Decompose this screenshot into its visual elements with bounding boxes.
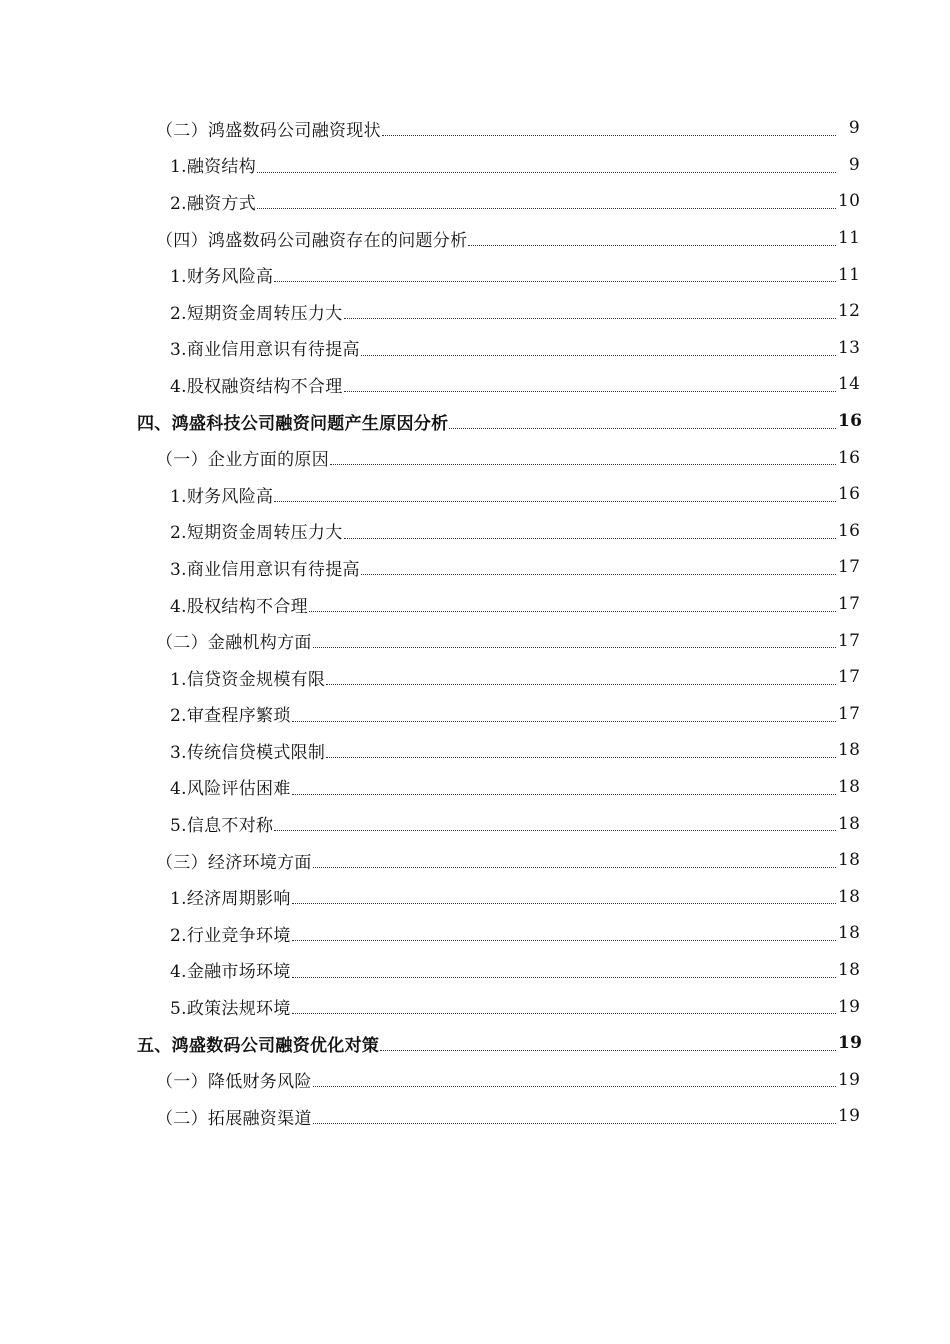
toc-entry[interactable] [0, 549, 950, 586]
toc-entry[interactable] [0, 1025, 950, 1062]
toc-entry[interactable] [0, 659, 950, 696]
toc-entry-label: 1.财务风险高 [170, 262, 274, 287]
toc-dot-leader [292, 769, 836, 806]
toc-entry-label: 五、鸿盛数码公司融资优化对策 [137, 1031, 380, 1056]
toc-entry-label: 2.审查程序繁琐 [170, 701, 292, 726]
toc-entry-label: （三）经济环境方面 [156, 848, 313, 873]
toc-entry[interactable] [0, 403, 950, 440]
toc-entry-label: （一）企业方面的原因 [156, 445, 330, 470]
toc-dot-leader [274, 476, 836, 513]
toc-entry[interactable] [0, 586, 950, 623]
toc-entry-page-number: 16 [838, 411, 863, 432]
toc-entry-page-number: 18 [838, 813, 861, 834]
table-of-contents [0, 110, 950, 1135]
toc-entry-label: 1.财务风险高 [170, 482, 274, 507]
toc-entry-label: 1.经济周期影响 [170, 884, 292, 909]
toc-entry[interactable] [0, 110, 950, 147]
toc-dot-leader [361, 330, 836, 367]
toc-entry-page-number: 18 [838, 740, 861, 761]
toc-entry-label: 3.传统信贷模式限制 [170, 738, 326, 763]
toc-dot-leader [292, 915, 836, 952]
toc-dot-leader [257, 183, 836, 220]
toc-entry-page-number: 18 [838, 959, 861, 980]
toc-entry[interactable] [0, 366, 950, 403]
toc-entry-page-number: 14 [838, 374, 861, 395]
toc-dot-leader [380, 1025, 836, 1062]
toc-entry-page-number: 19 [838, 996, 861, 1017]
toc-entry[interactable] [0, 330, 950, 367]
toc-dot-leader [292, 878, 836, 915]
toc-entry-label: 5.信息不对称 [170, 811, 274, 836]
toc-entry-label: 3.商业信用意识有待提高 [170, 335, 361, 360]
toc-entry-label: 5.政策法规环境 [170, 994, 292, 1019]
toc-dot-leader [382, 110, 836, 147]
toc-entry-label: （二）拓展融资渠道 [156, 1104, 313, 1129]
toc-entry[interactable] [0, 988, 950, 1025]
toc-entry-label: （一）降低财务风险 [156, 1067, 313, 1092]
toc-entry-page-number: 18 [838, 886, 861, 907]
toc-entry[interactable] [0, 147, 950, 184]
toc-dot-leader [257, 147, 836, 184]
toc-entry[interactable] [0, 1061, 950, 1098]
toc-entry[interactable] [0, 476, 950, 513]
toc-entry-page-number: 16 [838, 484, 861, 505]
toc-entry-page-number: 12 [838, 301, 861, 322]
toc-entry-page-number: 11 [838, 228, 861, 249]
toc-entry[interactable] [0, 915, 950, 952]
toc-dot-leader [292, 696, 836, 733]
toc-entry-page-number: 17 [838, 703, 861, 724]
toc-entry-label: 2.短期资金周转压力大 [170, 299, 344, 324]
toc-entry-page-number: 13 [838, 337, 861, 358]
toc-entry-page-number: 17 [838, 557, 861, 578]
toc-entry-label: 4.股权融资结构不合理 [170, 372, 344, 397]
toc-entry[interactable] [0, 622, 950, 659]
toc-entry-page-number: 17 [838, 630, 861, 651]
toc-entry[interactable] [0, 732, 950, 769]
toc-dot-leader [344, 366, 836, 403]
toc-entry-page-number: 11 [838, 264, 861, 285]
toc-entry-label: （二）鸿盛数码公司融资现状 [156, 116, 382, 141]
toc-dot-leader [344, 293, 836, 330]
toc-entry[interactable] [0, 1098, 950, 1135]
toc-dot-leader [274, 805, 836, 842]
toc-entry[interactable] [0, 952, 950, 989]
toc-entry[interactable] [0, 220, 950, 257]
toc-entry-page-number: 16 [838, 520, 861, 541]
toc-entry-label: 4.股权结构不合理 [170, 592, 309, 617]
toc-dot-leader [344, 513, 836, 550]
toc-entry-page-number: 17 [838, 667, 861, 688]
toc-dot-leader [326, 732, 836, 769]
toc-dot-leader [309, 586, 836, 623]
toc-entry-page-number: 19 [838, 1069, 861, 1090]
toc-dot-leader [313, 842, 836, 879]
toc-entry-page-number: 16 [838, 447, 861, 468]
toc-dot-leader [313, 1061, 836, 1098]
toc-entry-label: 4.金融市场环境 [170, 957, 292, 982]
toc-entry-label: 3.商业信用意识有待提高 [170, 555, 361, 580]
toc-entry-label: 1.融资结构 [170, 152, 257, 177]
toc-entry-label: 1.信贷资金规模有限 [170, 665, 326, 690]
toc-entry[interactable] [0, 696, 950, 733]
toc-dot-leader [292, 952, 836, 989]
toc-entry[interactable] [0, 513, 950, 550]
toc-entry-label: 2.短期资金周转压力大 [170, 518, 344, 543]
toc-entry-label: （四）鸿盛数码公司融资存在的问题分析 [156, 226, 468, 251]
toc-entry-label: 四、鸿盛科技公司融资问题产生原因分析 [137, 409, 449, 434]
toc-entry[interactable] [0, 183, 950, 220]
toc-dot-leader [468, 220, 836, 257]
toc-entry-page-number: 17 [838, 594, 861, 615]
toc-entry-page-number: 10 [838, 191, 861, 212]
toc-entry[interactable] [0, 878, 950, 915]
toc-entry-label: （二）金融机构方面 [156, 628, 313, 653]
toc-entry[interactable] [0, 439, 950, 476]
toc-entry-label: 4.风险评估困难 [170, 774, 292, 799]
toc-entry-page-number: 18 [838, 850, 861, 871]
toc-entry-label: 2.融资方式 [170, 189, 257, 214]
toc-dot-leader [361, 549, 836, 586]
toc-entry-page-number: 9 [838, 118, 860, 138]
toc-entry-page-number: 19 [838, 1033, 863, 1054]
toc-dot-leader [313, 622, 836, 659]
toc-dot-leader [449, 403, 836, 440]
toc-dot-leader [274, 256, 836, 293]
toc-entry-page-number: 19 [838, 1106, 861, 1127]
toc-dot-leader [330, 439, 836, 476]
toc-entry-label: 2.行业竞争环境 [170, 921, 292, 946]
toc-dot-leader [292, 988, 836, 1025]
toc-entry-page-number: 18 [838, 776, 861, 797]
toc-entry[interactable] [0, 805, 950, 842]
toc-entry[interactable] [0, 293, 950, 330]
toc-dot-leader [313, 1098, 836, 1135]
toc-entry[interactable] [0, 256, 950, 293]
toc-entry[interactable] [0, 842, 950, 879]
toc-entry-page-number: 18 [838, 923, 861, 944]
toc-entry[interactable] [0, 769, 950, 806]
toc-dot-leader [326, 659, 836, 696]
toc-entry-page-number: 9 [838, 155, 860, 175]
